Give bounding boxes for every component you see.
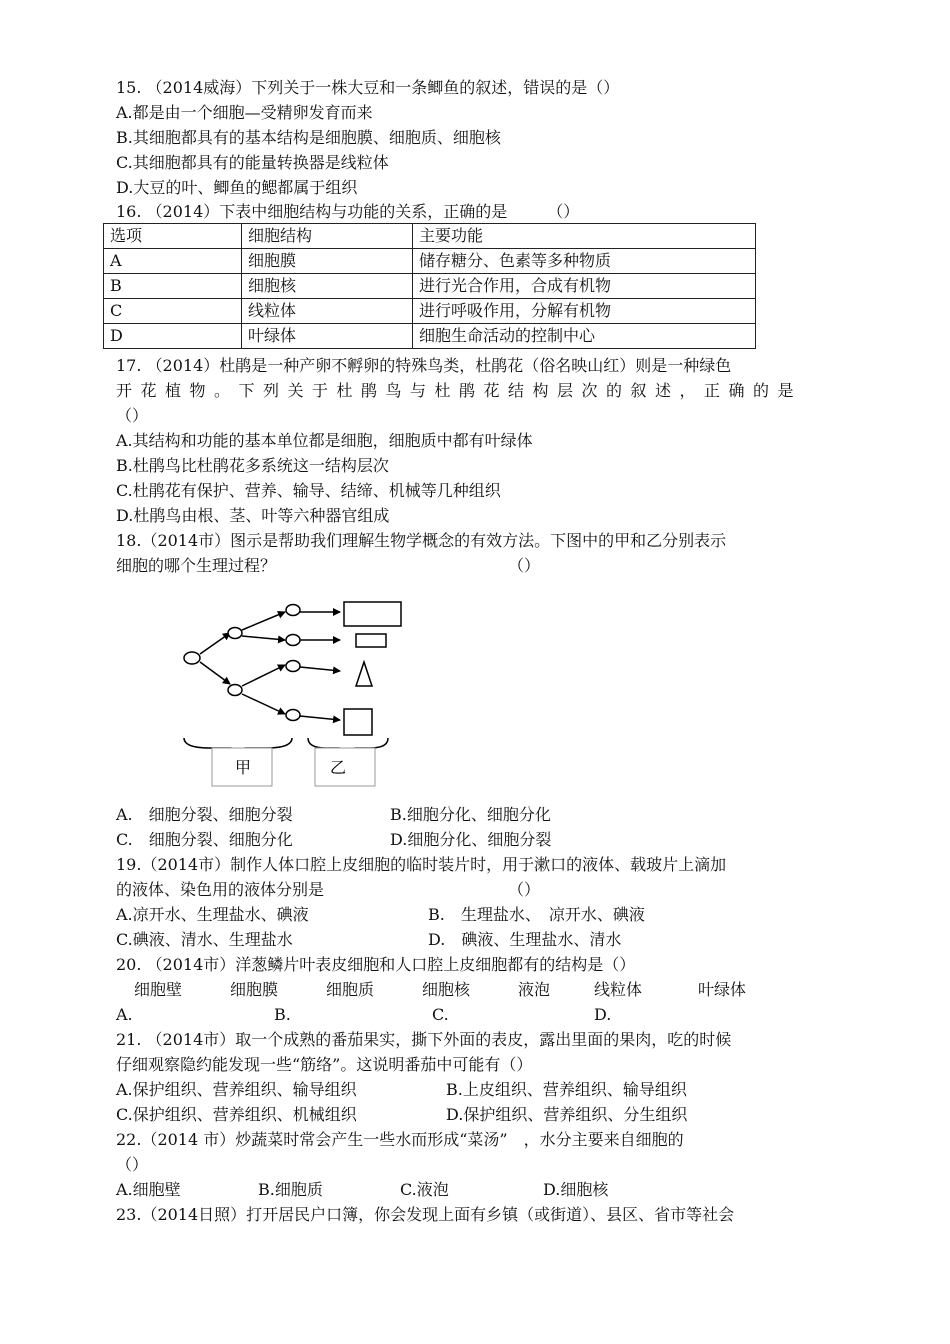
label-yi: 乙 [330,758,347,777]
cell-process-diagram [160,590,420,790]
q20-item: 线粒体 [594,980,643,999]
table-cell: C [104,299,242,324]
q17-option-a: A.其结构和功能的基本单位都是细胞，细胞质中都有叶绿体 [116,431,533,450]
q20-item: 细胞质 [326,980,375,999]
q15-option-c: C.其细胞都具有的能量转换器是线粒体 [116,153,389,172]
q21-stem-line1: 21. （2014市）取一个成熟的番茄果实，撕下外面的表皮，露出里面的果肉，吃的时候 [116,1030,732,1049]
q17-stem-line3: （） [116,406,149,425]
arrow-line [300,716,340,720]
table-header-row [104,224,756,249]
q17-option-d: D.杜鹃鸟由根、茎、叶等六种器官组成 [116,506,390,525]
q16-table [103,223,756,349]
square-cell-shape [344,709,372,735]
q18-stem-line2: 细胞的哪个生理过程？ （） [116,556,541,575]
table-row [104,299,756,324]
cell-circle [184,652,200,664]
q17-option-b: B.杜鹃鸟比杜鹃花多系统这一结构层次 [116,456,389,475]
q20-option-c: C. [432,1005,449,1024]
table-cell: 细胞核 [242,274,413,299]
cell-circle [286,605,300,616]
q15-option-d: D.大豆的叶、鲫鱼的鳃都属于组织 [116,178,358,197]
q15-option-b: B.其细胞都具有的基本结构是细胞膜、细胞质、细胞核 [116,128,501,147]
q15-stem: 15. （2014威海）下列关于一株大豆和一条鲫鱼的叙述，错误的是（） [116,78,620,97]
q23-stem: 23.（2014日照）打开居民户口簿，你会发现上面有乡镇（或街道）、县区、省市等社会 [116,1205,735,1224]
arrow-line [242,665,285,686]
q17-stem-text: 开花植物。下列关于杜鹃鸟与杜鹃花结构层次的叙述，正确的是 [116,381,803,400]
table-cell: 进行光合作用，合成有机物 [413,274,756,299]
cell-circle [228,685,242,696]
q16-stem: 16. （2014）下表中细胞结构与功能的关系，正确的是 （） [116,202,580,221]
table-cell: 线粒体 [242,299,413,324]
table-cell: 细胞膜 [242,249,413,274]
q20-item: 叶绿体 [698,980,747,999]
triangle-cell-shape [356,662,372,686]
arrow-line [300,667,340,671]
arrow-line [200,633,230,654]
q18-option-b: B.细胞分化、细胞分化 [390,805,551,824]
cell-circle [286,635,300,646]
q22-option-b: B.细胞质 [258,1180,323,1199]
q22-option-c: C.液泡 [400,1180,449,1199]
table-header-cell: 主要功能 [413,224,756,249]
q17-option-c: C.杜鹃花有保护、营养、输导、结缔、机械等几种组织 [116,481,501,500]
q18-option-d: D.细胞分化、细胞分裂 [390,830,552,849]
q22-stem-line1: 22.（2014 市）炒蔬菜时常会产生一些水而形成“菜汤” ，水分主要来自细胞的 [116,1130,684,1149]
table-row [104,324,756,349]
q19-stem-line1: 19.（2014市）制作人体口腔上皮细胞的临时装片时，用于漱口的液体、载玻片上滴加 [116,855,727,874]
q22-option-d: D.细胞核 [543,1180,609,1199]
q20-option-b: B. [274,1005,291,1024]
arrow-line [242,636,285,640]
long-cell-shape [344,602,401,626]
table-header-cell: 细胞结构 [242,224,413,249]
thin-cell-shape [356,634,386,647]
q21-option-a: A.保护组织、营养组织、输导组织 [116,1080,357,1099]
q19-option-c: C.碘液、清水、生理盐水 [116,930,293,949]
table-cell: 细胞生命活动的控制中心 [413,324,756,349]
q19-option-d: D. 碘液、生理盐水、清水 [428,930,622,949]
table-cell: D [104,324,242,349]
q20-option-a: A. [116,1005,133,1024]
q19-option-a: A.凉开水、生理盐水、碘液 [116,905,309,924]
q21-option-c: C.保护组织、营养组织、机械组织 [116,1105,357,1124]
q20-option-d: D. [594,1005,612,1024]
q21-option-b: B.上皮组织、营养组织、输导组织 [446,1080,687,1099]
q22-option-a: A.细胞壁 [116,1180,181,1199]
table-cell: B [104,274,242,299]
arrow-line [242,612,285,630]
q19-option-b: B. 生理盐水、 凉开水、碘液 [428,905,645,924]
cell-circle [286,710,300,721]
q18-option-a: A. 细胞分裂、细胞分裂 [116,805,293,824]
q21-stem-line2: 仔细观察隐约能发现一些“筋络”。这说明番茄中可能有（） [116,1055,533,1074]
arrow-line [200,662,230,684]
q15-option-a: A.都是由一个细胞—受精卵发育而来 [116,103,373,122]
label-jia: 甲 [235,758,252,777]
q19-stem-line2: 的液体、染色用的液体分别是 （） [116,880,541,899]
q20-item: 液泡 [518,980,551,999]
q20-stem: 20. （2014市）洋葱鳞片叶表皮细胞和人口腔上皮细胞都有的结构是（） [116,955,636,974]
q20-item: 细胞核 [422,980,471,999]
table-row [104,249,756,274]
q22-stem-line2: （） [116,1155,149,1174]
q20-item: 细胞壁 [134,980,183,999]
table-cell: 叶绿体 [242,324,413,349]
cell-circle [286,661,300,672]
cell-circle [228,628,242,639]
q18-stem-line1: 18.（2014市）图示是帮助我们理解生物学概念的有效方法。下图中的甲和乙分别表示 [116,531,727,550]
table-cell: 储存糖分、色素等多种物质 [413,249,756,274]
q17-stem-line2 [116,381,836,401]
table-cell: A [104,249,242,274]
q21-option-d: D.保护组织、营养组织、分生组织 [446,1105,688,1124]
q17-stem-line1: 17. （2014）杜鹃是一种产卵不孵卵的特殊鸟类，杜鹃花（俗名映山红）则是一种绿色 [116,356,732,375]
arrow-line [242,694,285,714]
table-header-cell: 选项 [104,224,242,249]
q20-item: 细胞膜 [230,980,279,999]
table-row [104,274,756,299]
table-cell: 进行呼吸作用，分解有机物 [413,299,756,324]
q18-option-c: C. 细胞分裂、细胞分化 [116,830,293,849]
